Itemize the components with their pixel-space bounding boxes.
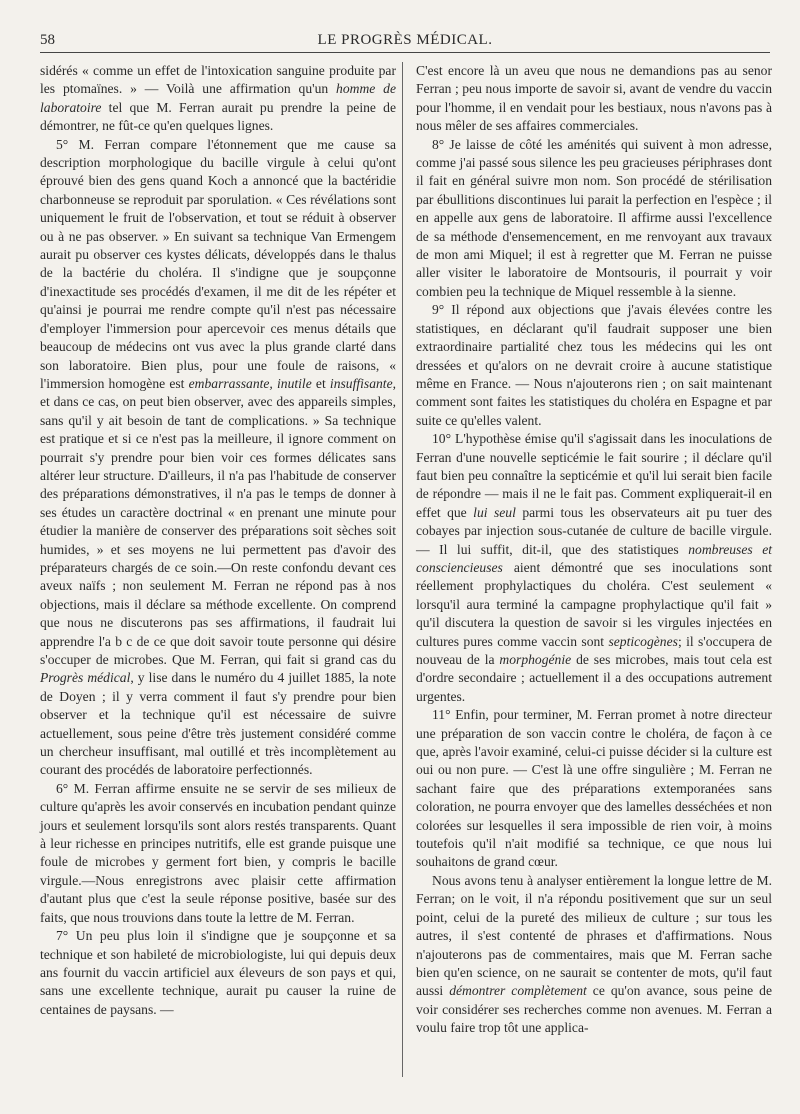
- column-divider: [402, 62, 403, 1077]
- running-head: LE PROGRÈS MÉDICAL.: [317, 32, 493, 48]
- paragraph: 9° Il répond aux objections que j'avais élevées contre les statistiques, en déclarant qu'il faudrait supposer une bien extraordinaire partialité chez tous les médecins qui les ont dressées et qu'alors on ne devrait croire à aucune statistique même en France. — Nous n'ajouterons rien ; on sait maintenant comment sont faites les statistiques du choléra en Espagne et par suite ce qu'elles valent.: [416, 302, 772, 428]
- page-header: [40, 30, 770, 53]
- paragraph: 11° Enfin, pour terminer, M. Ferran promet à notre directeur une préparation de son vaccin contre le choléra, de façon à ce que, après l'avoir examiné, celui-ci puisse décider si la culture est oui ou non pure. — C'est là une offre singulière ; M. Ferran ne sachant faire que des préparations extemporanées sans coloration, ne pourra envoyer que des lamelles desséchées et non colorées sur lesquelles il sera impossible de rien voir, à moins toutefois qu'il n'ait modifié sa technique, ce que nous lui souhaitons de grand cœur.: [416, 707, 772, 870]
- paragraph: 5° M. Ferran compare l'étonnement que me cause sa description morphologique du bacille virgule à celui qu'ont éprouvé bien des gens quand Koch a annoncé que la bactéridie charbonneuse se reproduit par sporulation. « Ces révélations sont uniquement le fruit de l'observation, et tout se réduit à observer ou à ne pas observer. » En suivant sa technique Van Ermengem aurait pu observer ces kystes délicats, développés dans le thalus de la bactérie du choléra. Il s'indigne que je soupçonne d'inexactitude ses procédés d'examen, il me dit de les répéter et qu'ainsi je pourrai me rendre compte qu'il n'est pas nécessaire d'employer l'immersion pour apercevoir ces menus détails que beaucoup de médecins ont vus avec la plus grande clarté dans son laboratoire. Bien plus, pour une foule de raisons, « l'immersion homogène est embarrassante, inutile et insuffisante, et dans ce cas, on peut bien observer, avec des appareils simples, sans qu'il y ait besoin de tant de complications. » Sa technique est pratique et si ce n'est pas la meilleure, il ignore comment on pourrait s'y prendre pour bien voir ces formes délicates sans altérer leur structure. D'ailleurs, il n'a pas l'habitude de conserver des préparations démonstratives, il n'a pas le temps de donner à ses études un caractère doctrinal « en prenant une minute pour étudier la manière de conserver des préparations soit sèches soit humides, » et ses moyens ne lui permettent pas d'avoir des préparateurs chargés de ce soin.—On reste confondu devant ces aveux naïfs ; non seulement M. Ferran ne répond pas à nos objections, mais il déclare sa méthode excellente. On comprend que nous ne discuterons pas ses affirmations, il faudrait lui apprendre l'a b c de ce que doit savoir toute personne qui désire s'occuper de microbes. Que M. Ferran, qui fait si grand cas du Progrès médical, y lise dans le numéro du 4 juillet 1885, la note de Doyen ; il y verra comment il faut s'y prendre pour bien observer et la technique qu'il est nécessaire de suivre actuellement, sous peine d'être très justement considéré comme un chercheur insuffisant, mal outillé et très incomplètement au courant des procédés de laboratoire perfectionnés.: [40, 136, 397, 778]
- paragraph: Nous avons tenu à analyser entièrement la longue lettre de M. Ferran; on le voit, il n'a répondu positivement que sur un seul point, celui de la pureté des milieux de culture ; sur tous les autres, il s'est contenté de phrases et d'affirmations. Nous n'ajouterons pas de commentaires, mais que M. Ferran sache bien qu'en science, on ne saurait se contenter de mots, qu'il faut aussi démontrer complètement ce qu'on avance, sous peine de voir considérer ses recherches comme non avenues. M. Ferran a voulu faire trop tôt une applica-: [416, 872, 772, 1036]
- right-column: [416, 62, 772, 1072]
- paragraph: sidérés « comme un effet de l'intoxication sanguine produite par les ptomaïnes. » — Voilà une affirmation qu'un homme de laboratoire tel que M. Ferran aurait pu prendre la peine de démontrer, ne fût-ce qu'en quelques lignes.: [40, 63, 396, 134]
- paragraph: 6° M. Ferran affirme ensuite ne se servir de ses milieux de culture qu'après les avoir conservés en incubation pendant quinze jours et seulement lorsqu'ils sont alors restés transparents. Quant à leur richesse en principes nutritifs, elle est grande puisque une foule de microbes y germent fort bien, y compris le bacille virgule.—Nous enregistrons avec plaisir cette affirmation d'autant plus que c'est la seule réponse positive, basée sur des faits, que nous trouvions dans toute la lettre de M. Ferran.: [40, 780, 396, 925]
- paragraph: 7° Un peu plus loin il s'indigne que je soupçonne et sa technique et son habileté de microbiologiste, lui qui depuis deux ans fournit du vaccin artificiel aux éleveurs de son pays et qui, sans une excellente technique, aurait pu causer la ruine de centaines de paysans. —: [40, 928, 396, 1017]
- page-number: 58: [40, 32, 55, 48]
- paragraph: 10° L'hypothèse émise qu'il s'agissait dans les inoculations de Ferran d'une nouvelle septicémie le fait sourire ; il déclare qu'il faut bien peu connaître la septicémie et qu'il lui serait bien facile de répondre — mais il ne le fait pas. Comment expliquerait-il en effet que lui seul parmi tous les observateurs ait pu tuer des cobayes par injection sous-cutanée de culture de bacille virgule. — Il lui suffit, dit-il, que des statistiques nombreuses et consciencieuses aient démontré que ses inoculations sont réellement prophylactiques du choléra. C'est seulement « lorsqu'il aura terminé la campagne prophylactique qu'il fait » qu'il discutera la question de savoir si les virgules injectées en cultures pures comme vaccin sont septicogènes; il s'occupera de nouveau de la morphogénie de ses microbes, mais tout cela est d'ordre secondaire ; actuellement il a des occupations autrement urgentes.: [416, 431, 773, 704]
- paragraph: C'est encore là un aveu que nous ne demandions pas au senor Ferran ; peu nous importe de savoir si, avant de vendre du vaccin pour l'homme, il en vendait pour les bestiaux, nous n'avons pas à nous mêler de ses affaires commerciales.: [416, 63, 772, 134]
- paragraph: 8° Je laisse de côté les aménités qui suivent à mon adresse, comme j'ai passé sous silence les peu gracieuses périphrases dont il fait en général suivre mon nom. Son procédé de stérilisation par ébullitions discontinues lui parait la perfection en l'espèce ; il en appelle aux gens de laboratoire. Il affirme aussi l'excellence de sa méthode d'ensemencement, en me renvoyant aux travaux de mon ami Miquel; il est à regretter que M. Ferran ne puisse aller visiter le laboratoire de Montsouris, il pourrait y voir combien peu la technique de Miquel ressemble à la sienne.: [416, 136, 772, 299]
- left-column: [40, 62, 396, 1072]
